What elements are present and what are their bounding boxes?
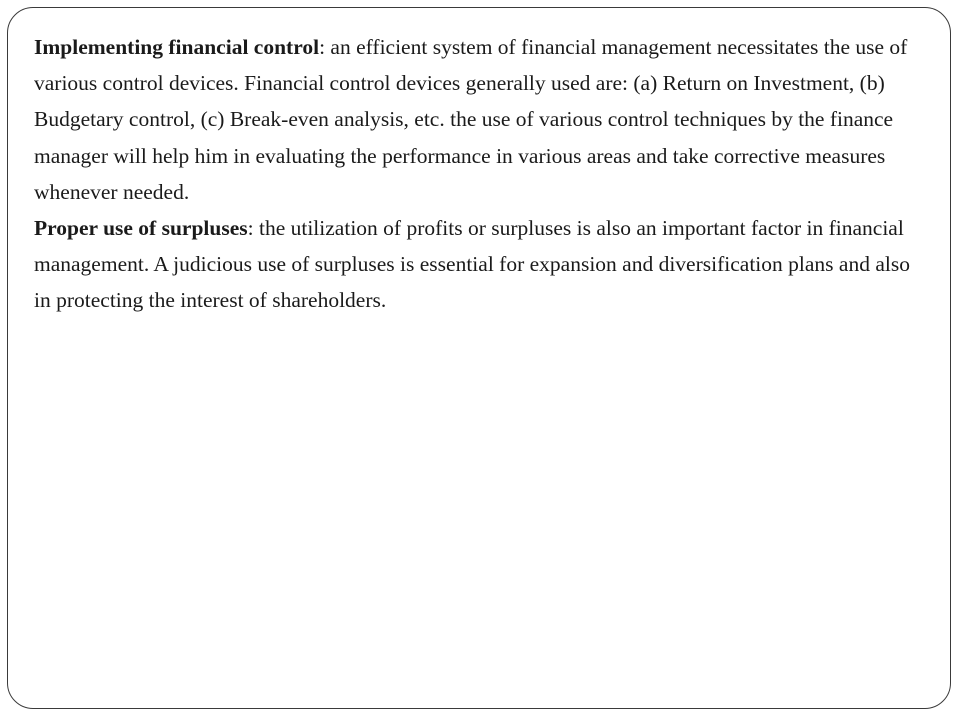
- term-surpluses: Proper use of surpluses: [34, 216, 248, 241]
- term-financial-control: Implementing financial control: [34, 35, 320, 59]
- text-financial-control: : an efficient system of financial management necessitates the use of various control devices. Financial control devices generally used are: (a) Return on Investment, (b) Budgetary control, (c) Break-even analysis, etc. the use of various control techniques by the finance manager will help him in evaluating the performance in various areas and take corrective measures whenever needed.: [34, 35, 908, 204]
- paragraph-financial-control: [34, 29, 924, 210]
- text-surpluses: : the utilization of profits or surpluses is also an important factor in financial management. A judicious use of surpluses is essential for expansion and diversification plans and also in protecting the interest of shareholders.: [34, 216, 910, 313]
- paragraph-surpluses: [34, 210, 924, 319]
- slide-body: [34, 29, 924, 319]
